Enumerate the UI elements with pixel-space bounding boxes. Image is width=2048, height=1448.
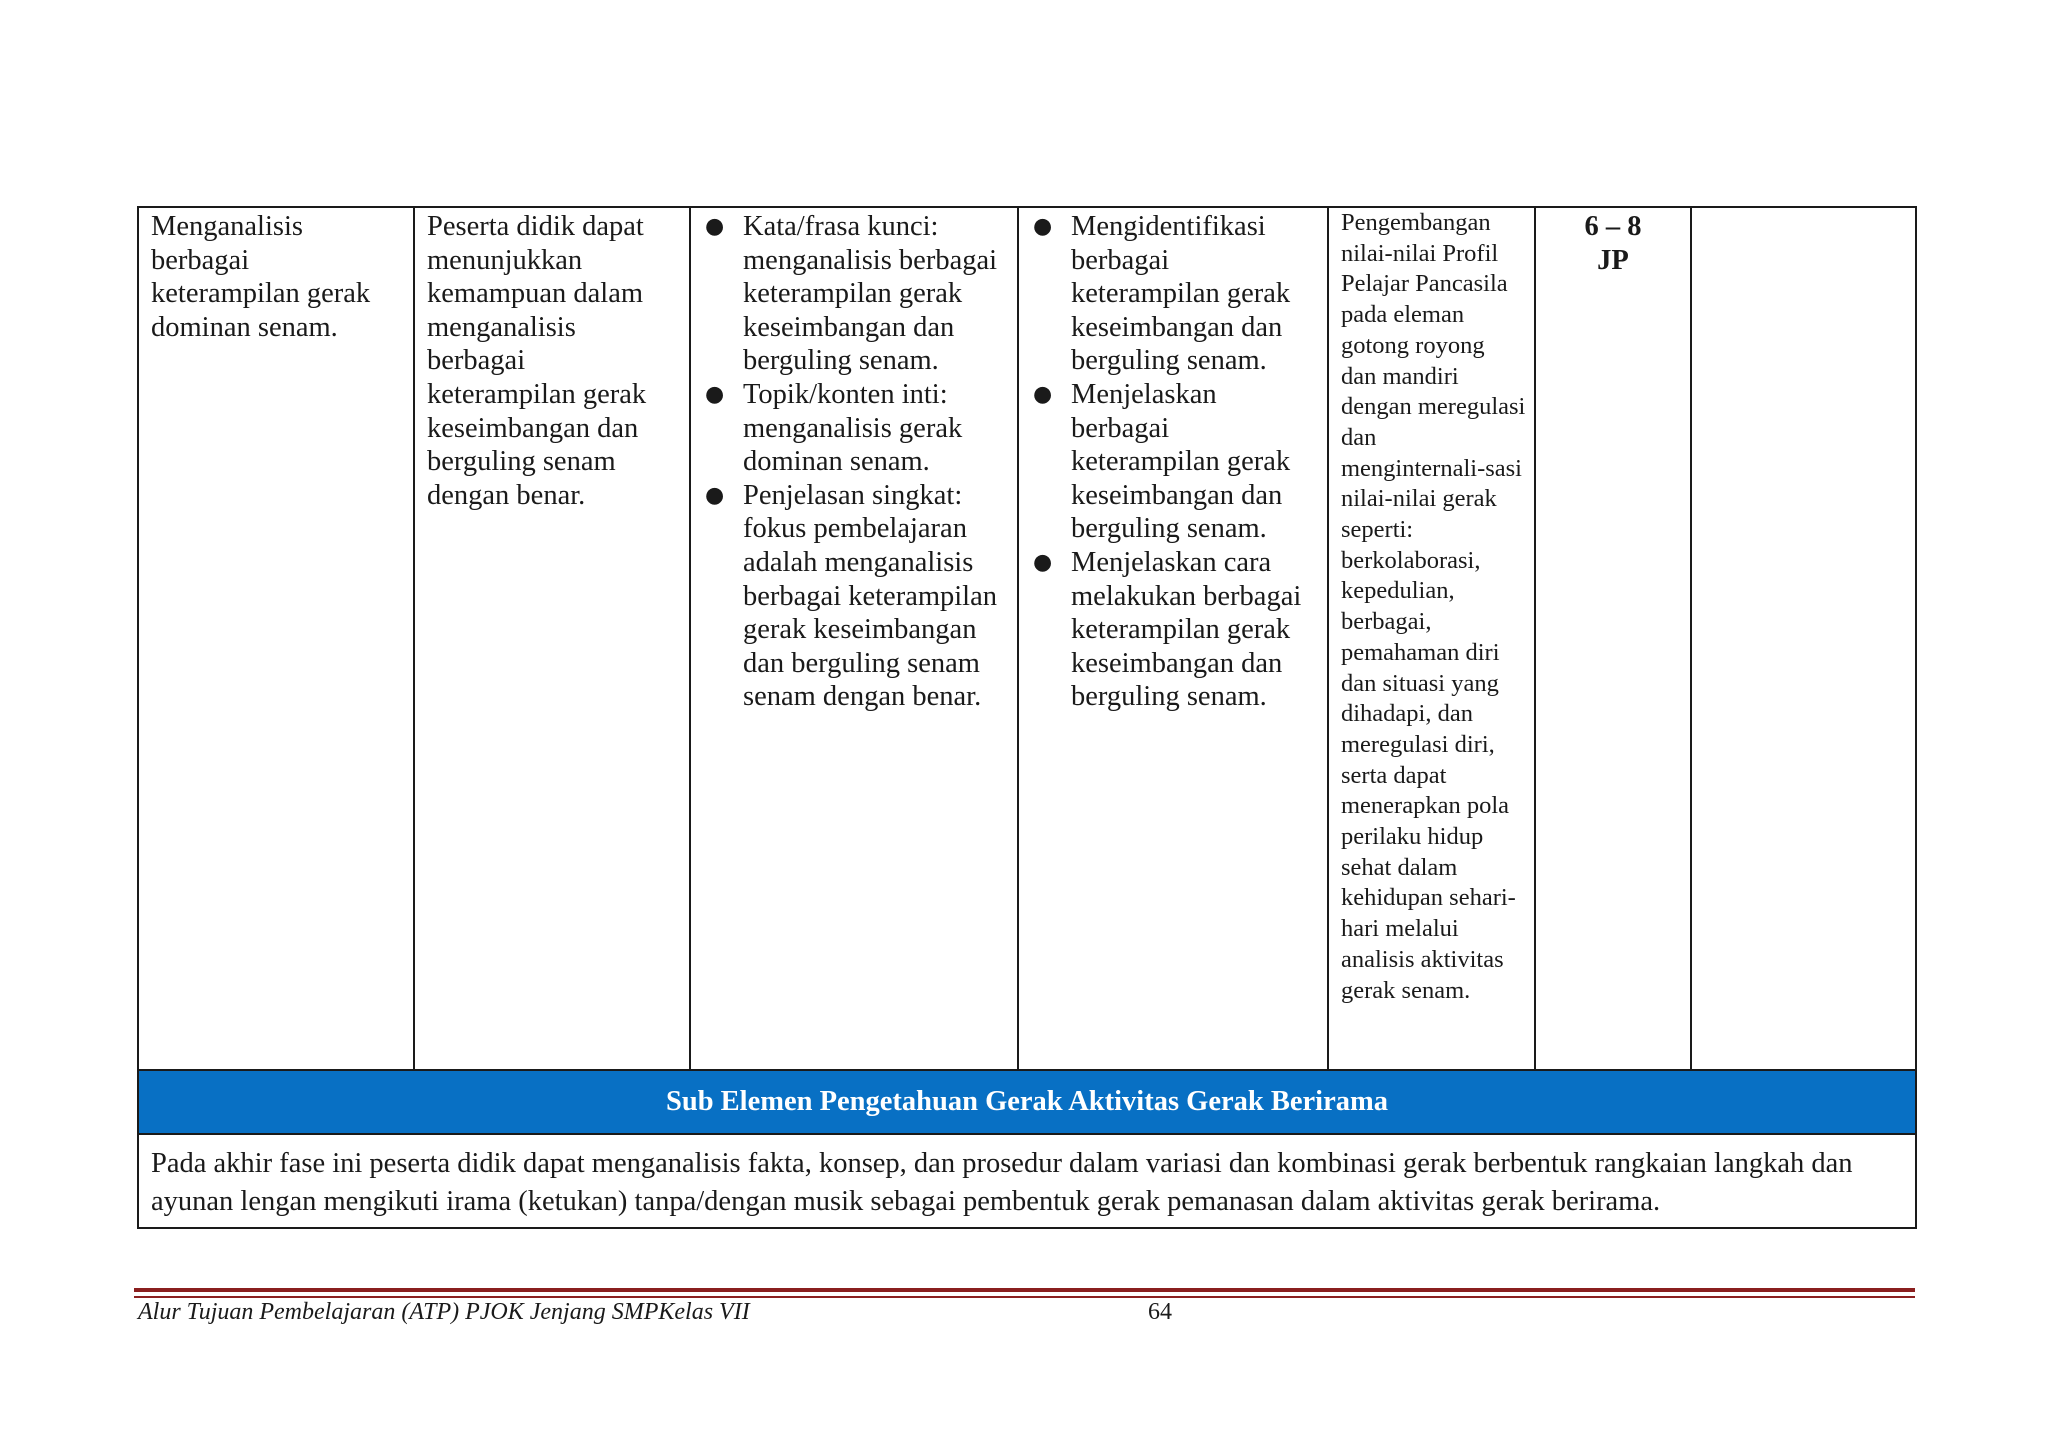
bullet-icon: ●	[1033, 549, 1053, 575]
cell-profil-pelajar	[1328, 207, 1535, 1070]
list-item: ● Mengidentifikasi berbagai keterampilan gerak keseimbangan dan berguling senam.	[1033, 211, 1291, 377]
page-number: 64	[1148, 1299, 1172, 1325]
cell-konten	[690, 207, 1018, 1070]
cell-kompetensi-text: Peserta didik dapat menunjukkan kemampuan dalam menganalisis berbagai keterampilan gerak keseimbangan dan berguling senam dengan benar.	[427, 211, 647, 511]
list-item: ● Kata/frasa kunci: menganalisis berbagai keterampilan gerak keseimbangan dan berguling senam.	[705, 211, 998, 377]
bullet-icon: ●	[705, 381, 725, 407]
cell-tujuan-text: Menganalisis berbagai keterampilan gerak dominan senam.	[151, 211, 371, 343]
jp-unit: JP	[1597, 244, 1629, 276]
alokasi-waktu	[1536, 208, 1690, 277]
sub-element-description: Pada akhir fase ini peserta didik dapat menganalisis fakta, konsep, dan prosedur dalam variasi dan kombinasi gerak berbentuk rangkaian langkah dan ayunan lengan mengikuti irama (ketukan) tanpa/dengan musik sebagai pembentuk gerak pemanasan dalam aktivitas gerak berirama.	[138, 1134, 1916, 1228]
bullet-icon: ●	[705, 214, 725, 239]
footer-divider	[134, 1288, 1915, 1292]
list-item: ● Topik/konten inti: menganalisis gerak dominan senam.	[705, 378, 963, 478]
konten-list	[691, 208, 1017, 714]
bullet-icon: ●	[705, 482, 725, 508]
sub-element-header: Sub Elemen Pengetahuan Gerak Aktivitas Gerak Berirama	[138, 1070, 1916, 1134]
jp-range: 6 – 8	[1584, 211, 1642, 242]
list-item: ● Penjelasan singkat: fokus pembelajaran adalah menganalisis berbagai keterampilan gerak keseimbangan dan berguling senam senam dengan benar.	[705, 479, 997, 713]
table-row	[138, 207, 1916, 1070]
bullet-icon: ●	[1033, 214, 1053, 239]
cell-empty	[1691, 207, 1916, 1070]
bullet-icon: ●	[1033, 381, 1053, 407]
cell-empty-text	[1692, 208, 1915, 210]
sub-element-header-row	[138, 1070, 1916, 1134]
footer-title: Alur Tujuan Pembelajaran (ATP) PJOK Jenjang SMPKelas VII	[138, 1299, 750, 1325]
cell-alokasi-waktu	[1535, 207, 1691, 1070]
cell-kompetensi	[414, 207, 690, 1070]
cell-kegiatan	[1018, 207, 1328, 1070]
kegiatan-list	[1019, 208, 1327, 714]
cell-tujuan	[138, 207, 414, 1070]
description-row	[138, 1134, 1916, 1228]
cell-profil-text: Pengembangan nilai-nilai Profil Pelajar Pancasila pada eleman gotong royong dan mandiri dengan meregulasi dan menginternali-sasi nilai-nilai gerak seperti: berkolaborasi, kepedulian, berbagai, pemahaman diri dan situasi yang dihadapi, dan meregulasi diri, serta dapat menerapkan pola perilaku hidup sehat dalam kehidupan sehari-hari melalui analisis aktivitas gerak senam.	[1341, 209, 1526, 1004]
atp-table	[137, 206, 1917, 1229]
footer-divider-thin	[134, 1296, 1915, 1298]
list-item: ● Menjelaskan berbagai keterampilan gerak keseimbangan dan berguling senam.	[1033, 378, 1291, 545]
list-item: ● Menjelaskan cara melakukan berbagai keterampilan gerak keseimbangan dan berguling senam.	[1033, 546, 1302, 713]
